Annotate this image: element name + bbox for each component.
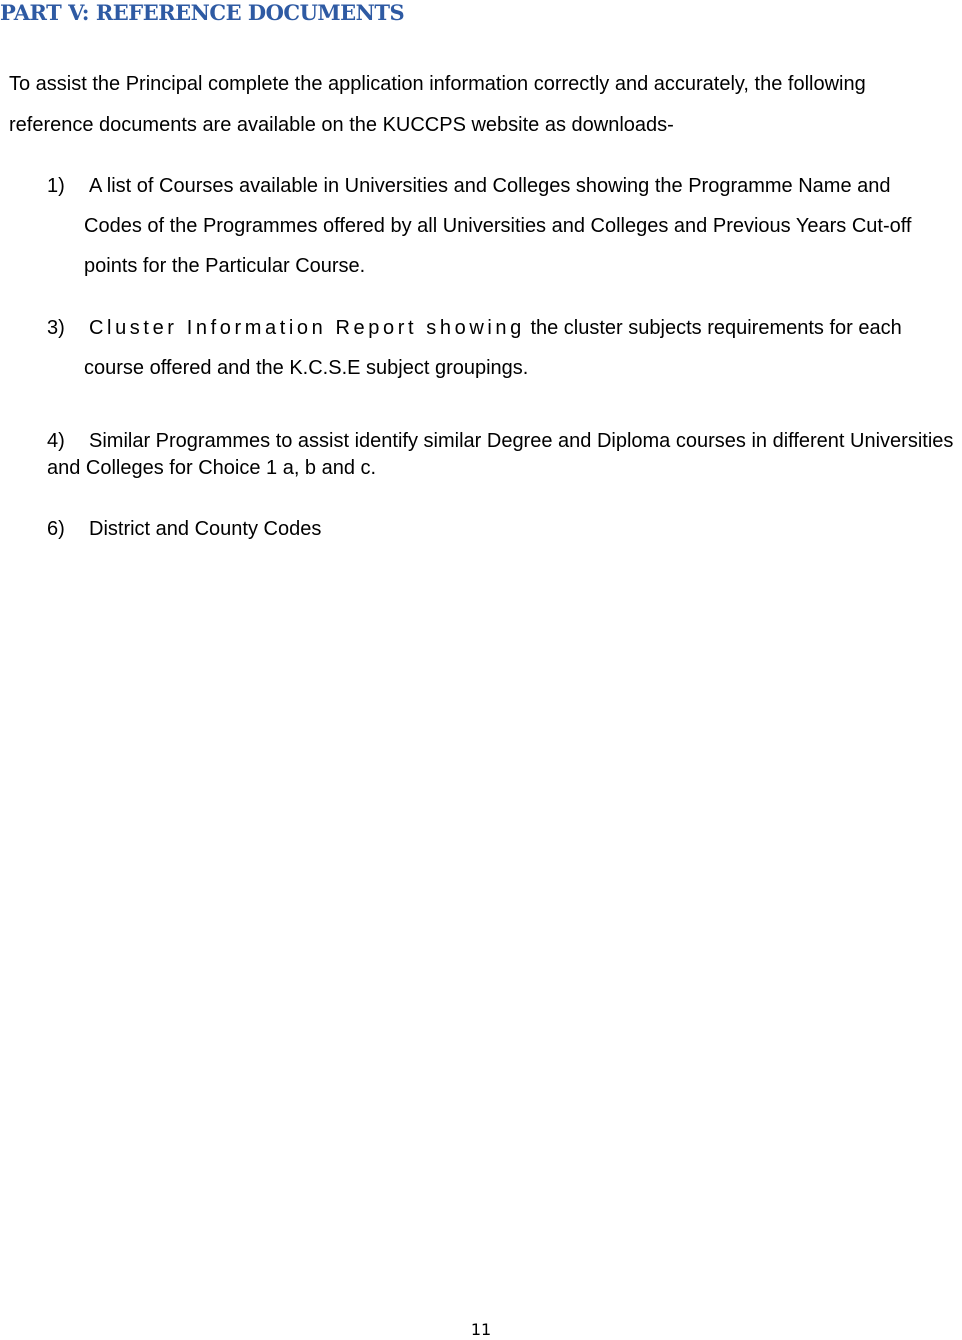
- list-item-number: 1): [47, 175, 65, 197]
- list-item-number: 3): [47, 317, 65, 339]
- list-item-text-container: [47, 308, 947, 388]
- intro-paragraph: To assist the Principal complete the application information correctly and accurately, the following reference documents are available on the KUCCPS website as downloads-: [9, 73, 866, 136]
- list-item: [47, 516, 927, 543]
- list-item-number: 6): [47, 518, 65, 540]
- list-item-text: Similar Programmes to assist identify similar Degree and Diploma courses in different Universities and Colleges for Choice 1 a, b and c.: [47, 430, 954, 479]
- list-item-number: 4): [47, 430, 65, 452]
- section-heading: PART V: REFERENCE DOCUMENTS: [0, 0, 405, 25]
- list-item-lead-text: Cluster Information Report showing: [89, 317, 525, 339]
- list-item: [47, 308, 947, 388]
- list-item-text: District and County Codes: [89, 518, 322, 540]
- list-item: [47, 166, 927, 286]
- list-item-text: A list of Courses available in Universities and Colleges showing the Programme Name and Codes of the Programmes offered by all Universities and Colleges and Previous Years Cut-off points for the Particular Course.: [84, 175, 912, 277]
- list-item: [47, 428, 962, 482]
- list-item-text: the cluster subjects requirements for each course offered and the K.C.S.E subject groupings.: [84, 317, 902, 379]
- page-number: 11: [470, 1320, 492, 1339]
